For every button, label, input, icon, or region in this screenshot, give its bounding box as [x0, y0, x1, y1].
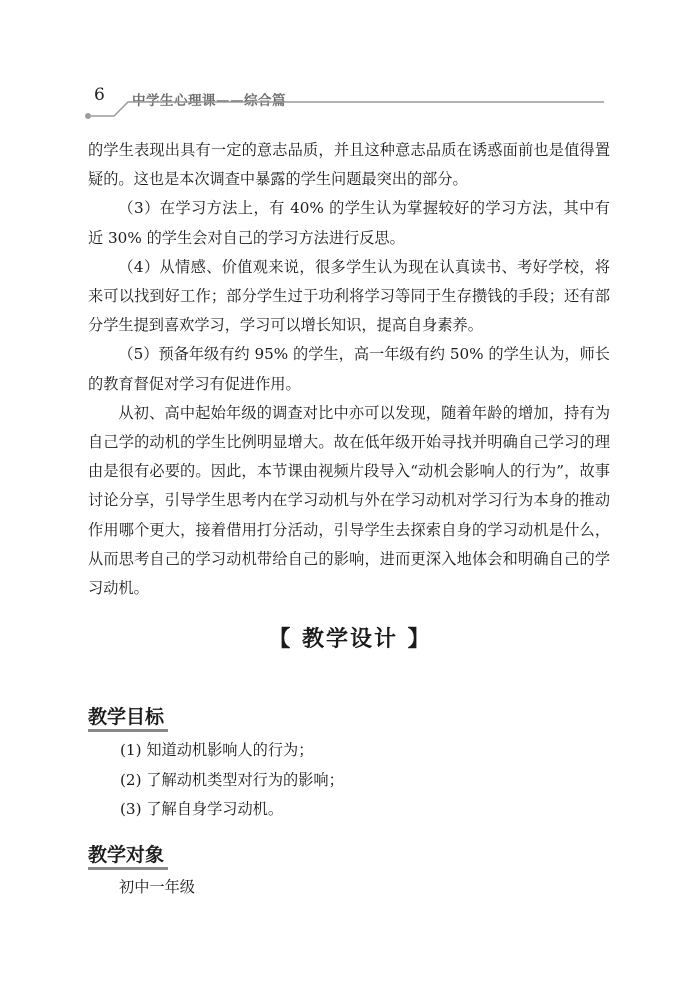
objectives-heading	[88, 702, 164, 729]
header-rule-line	[91, 102, 604, 116]
header-rule	[84, 100, 604, 122]
page-number: 6	[94, 85, 105, 105]
audience-heading-text: 教学对象	[88, 844, 165, 866]
objective-item: (3) 了解自身学习动机。	[120, 800, 284, 818]
paragraph-learning-method: （3）在学习方法上，有 40% 的学生认为掌握较好的学习方法，其中有近 30% 的学生会对自己的学习方法进行反思。	[88, 199, 610, 247]
audience-heading	[88, 840, 164, 867]
page-header	[84, 85, 604, 118]
objective-item: (2) 了解动机类型对行为的影响；	[120, 770, 344, 789]
paragraph-emotion-values: （4）从情感、价值观来说，很多学生认为现在认真读书、考好学校，将来可以找到好工作；部分学生过于功利将学习等同于生存攒钱的手段；还有部分学生提到喜欢学习，学习可以增长知识，提高自身素养。	[88, 257, 610, 335]
audience-value: 初中一年级	[119, 878, 195, 896]
objectives-heading-text: 教学目标	[88, 706, 165, 728]
objectives-heading-underline	[88, 729, 168, 732]
audience-heading-underline	[88, 867, 168, 870]
body-text	[88, 136, 610, 603]
paragraph-continued: 的学生表现出具有一定的意志品质，并且这种意志品质在诱惑面前也是值得置疑的。这也是本次调查中暴露的学生问题最突出的部分。	[88, 141, 610, 189]
running-title: 中学生心理课——综合篇	[132, 93, 286, 109]
objective-item: (1) 知道动机影响人的行为；	[120, 741, 314, 759]
objectives-list	[120, 736, 344, 825]
header-rule-dot	[85, 113, 91, 119]
paragraph-conclusion: 从初、高中起始年级的调查对比中亦可以发现，随着年龄的增加，持有为自己学的动机的学生比例明显增大。故在低年级开始寻找并明确自己学习的理由是很有必要的。因此，本节课由视频片段导入“动机会影响人的行为”，故事讨论分享，引导学生思考内在学习动机与外在学习动机对学习行为本身的推动作用哪个更大，接着借用打分活动，引导学生去探索自身的学习动机是什么，从而思考自己的学习动机带给自己的影响，进而更深入地体会和明确自己的学习动机。	[88, 403, 610, 598]
section-title: 【 教学设计 】	[268, 627, 432, 652]
paragraph-supervision: （5）预备年级有约 95% 的学生，高一年级有约 50% 的学生认为，师长的教育督促对学习有促进作用。	[88, 345, 610, 393]
